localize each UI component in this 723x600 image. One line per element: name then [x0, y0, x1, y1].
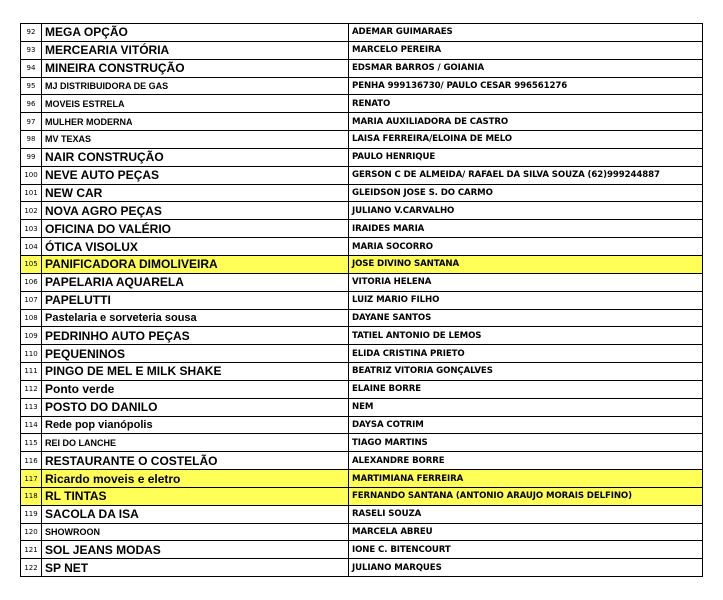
contact-cell[interactable]: ELAINE BORRE: [349, 380, 703, 398]
table-body: [21, 24, 703, 577]
business-name-cell[interactable]: MJ DISTRIBUIDORA DE GAS: [42, 77, 349, 95]
contact-cell[interactable]: RASELI SOUZA: [349, 505, 703, 523]
table-row: [21, 541, 703, 559]
row-number-cell[interactable]: 106: [21, 273, 42, 291]
contact-cell[interactable]: PAULO HENRIQUE: [349, 148, 703, 166]
contact-cell[interactable]: IONE C. BITENCOURT: [349, 541, 703, 559]
table-row: [21, 24, 703, 42]
row-number-cell[interactable]: 116: [21, 452, 42, 470]
row-number-cell[interactable]: 111: [21, 363, 42, 381]
row-number-cell[interactable]: 115: [21, 434, 42, 452]
business-name-cell[interactable]: PANIFICADORA DIMOLIVEIRA: [42, 255, 349, 273]
contact-cell[interactable]: RENATO: [349, 95, 703, 113]
table-row: [21, 523, 703, 541]
contact-cell[interactable]: VITORIA HELENA: [349, 273, 703, 291]
business-name-cell[interactable]: PINGO DE MEL E MILK SHAKE: [42, 363, 349, 381]
row-number-cell[interactable]: 107: [21, 291, 42, 309]
business-name-cell[interactable]: MOVEIS ESTRELA: [42, 95, 349, 113]
contacts-table: [20, 23, 703, 577]
business-name-cell[interactable]: SP NET: [42, 559, 349, 577]
table-row: [21, 166, 703, 184]
row-number-cell[interactable]: 104: [21, 238, 42, 256]
table-row: [21, 434, 703, 452]
contact-cell[interactable]: MARCELA ABREU: [349, 523, 703, 541]
business-name-cell[interactable]: POSTO DO DANILO: [42, 398, 349, 416]
contact-cell[interactable]: ELIDA CRISTINA PRIETO: [349, 345, 703, 363]
business-name-cell[interactable]: SHOWROON: [42, 523, 349, 541]
contact-cell[interactable]: MARIA SOCORRO: [349, 238, 703, 256]
contact-cell[interactable]: ADEMAR GUIMARAES: [349, 24, 703, 42]
business-name-cell[interactable]: PEQUENINOS: [42, 345, 349, 363]
business-name-cell[interactable]: NOVA AGRO PEÇAS: [42, 202, 349, 220]
business-name-cell[interactable]: SACOLA DA ISA: [42, 505, 349, 523]
contact-cell[interactable]: MARTIMIANA FERREIRA: [349, 470, 703, 488]
row-number-cell[interactable]: 112: [21, 380, 42, 398]
row-number-cell[interactable]: 95: [21, 77, 42, 95]
row-number-cell[interactable]: 122: [21, 559, 42, 577]
business-name-cell[interactable]: Ponto verde: [42, 380, 349, 398]
row-number-cell[interactable]: 93: [21, 41, 42, 59]
business-name-cell[interactable]: MV TEXAS: [42, 131, 349, 149]
business-name-cell[interactable]: RL TINTAS: [42, 487, 349, 505]
table-row: [21, 505, 703, 523]
table-row: [21, 309, 703, 327]
business-name-cell[interactable]: MULHER MODERNA: [42, 113, 349, 131]
row-number-cell[interactable]: 113: [21, 398, 42, 416]
contact-cell[interactable]: JULIANO MARQUES: [349, 559, 703, 577]
table-row: [21, 202, 703, 220]
row-number-cell[interactable]: 119: [21, 505, 42, 523]
business-name-cell[interactable]: NEW CAR: [42, 184, 349, 202]
row-number-cell[interactable]: 110: [21, 345, 42, 363]
row-number-cell[interactable]: 120: [21, 523, 42, 541]
table-row: [21, 363, 703, 381]
table-row: [21, 113, 703, 131]
contact-cell[interactable]: MARCELO PEREIRA: [349, 41, 703, 59]
table-row: [21, 398, 703, 416]
business-name-cell[interactable]: MERCEARIA VITÓRIA: [42, 41, 349, 59]
row-number-cell[interactable]: 109: [21, 327, 42, 345]
contact-cell[interactable]: NEM: [349, 398, 703, 416]
contact-cell[interactable]: LUIZ MARIO FILHO: [349, 291, 703, 309]
contact-cell[interactable]: BEATRIZ VITORIA GONÇALVES: [349, 363, 703, 381]
table-row: [21, 273, 703, 291]
contact-cell[interactable]: EDSMAR BARROS / GOIANIA: [349, 59, 703, 77]
contact-cell[interactable]: MARIA AUXILIADORA DE CASTRO: [349, 113, 703, 131]
table-row: [21, 148, 703, 166]
contact-cell[interactable]: LAISA FERREIRA/ELOINA DE MELO: [349, 131, 703, 149]
row-number-cell[interactable]: 98: [21, 131, 42, 149]
contact-cell[interactable]: ALEXANDRE BORRE: [349, 452, 703, 470]
row-number-cell[interactable]: 94: [21, 59, 42, 77]
table-row: [21, 255, 703, 273]
table-row: [21, 327, 703, 345]
business-name-cell[interactable]: RESTAURANTE O COSTELÃO: [42, 452, 349, 470]
row-number-cell[interactable]: 103: [21, 220, 42, 238]
table-row: [21, 95, 703, 113]
row-number-cell[interactable]: 105: [21, 255, 42, 273]
row-number-cell[interactable]: 92: [21, 24, 42, 42]
row-number-cell[interactable]: 118: [21, 487, 42, 505]
business-name-cell[interactable]: ÓTICA VISOLUX: [42, 238, 349, 256]
contact-cell[interactable]: JOSE DIVINO SANTANA: [349, 255, 703, 273]
table-row: [21, 380, 703, 398]
business-name-cell[interactable]: NEVE AUTO PEÇAS: [42, 166, 349, 184]
contact-cell[interactable]: DAYANE SANTOS: [349, 309, 703, 327]
row-number-cell[interactable]: 99: [21, 148, 42, 166]
business-name-cell[interactable]: MINEIRA CONSTRUÇÃO: [42, 59, 349, 77]
table-row: [21, 452, 703, 470]
business-name-cell[interactable]: Pastelaria e sorveteria sousa: [42, 309, 349, 327]
business-name-cell[interactable]: REI DO LANCHE: [42, 434, 349, 452]
business-name-cell[interactable]: OFICINA DO VALÉRIO: [42, 220, 349, 238]
business-name-cell[interactable]: Ricardo moveis e eletro: [42, 470, 349, 488]
table-row: [21, 184, 703, 202]
row-number-cell[interactable]: 97: [21, 113, 42, 131]
business-name-cell[interactable]: PAPELUTTI: [42, 291, 349, 309]
row-number-cell[interactable]: 101: [21, 184, 42, 202]
row-number-cell[interactable]: 121: [21, 541, 42, 559]
row-number-cell[interactable]: 102: [21, 202, 42, 220]
contact-cell[interactable]: GLEIDSON JOSE S. DO CARMO: [349, 184, 703, 202]
table-row: [21, 487, 703, 505]
table-row: [21, 416, 703, 434]
contact-cell[interactable]: PENHA 999136730/ PAULO CESAR 996561276: [349, 77, 703, 95]
business-name-cell[interactable]: NAIR CONSTRUÇÃO: [42, 148, 349, 166]
contact-cell[interactable]: IRAIDES MARIA: [349, 220, 703, 238]
row-number-cell[interactable]: 96: [21, 95, 42, 113]
table-row: [21, 470, 703, 488]
contact-cell[interactable]: TIAGO MARTINS: [349, 434, 703, 452]
table-row: [21, 345, 703, 363]
row-number-cell[interactable]: 100: [21, 166, 42, 184]
contact-cell[interactable]: FERNANDO SANTANA (ANTONIO ARAUJO MORAIS DELFINO): [349, 487, 703, 505]
table-row: [21, 291, 703, 309]
business-name-cell[interactable]: PEDRINHO AUTO PEÇAS: [42, 327, 349, 345]
contact-cell[interactable]: TATIEL ANTONIO DE LEMOS: [349, 327, 703, 345]
row-number-cell[interactable]: 114: [21, 416, 42, 434]
table-row: [21, 77, 703, 95]
row-number-cell[interactable]: 117: [21, 470, 42, 488]
table-row: [21, 220, 703, 238]
table-row: [21, 131, 703, 149]
row-number-cell[interactable]: 108: [21, 309, 42, 327]
business-name-cell[interactable]: Rede pop vianópolis: [42, 416, 349, 434]
contact-cell[interactable]: JULIANO V.CARVALHO: [349, 202, 703, 220]
table-row: [21, 559, 703, 577]
table-row: [21, 59, 703, 77]
business-name-cell[interactable]: MEGA OPÇÃO: [42, 24, 349, 42]
contact-cell[interactable]: DAYSA COTRIM: [349, 416, 703, 434]
table-row: [21, 238, 703, 256]
spreadsheet-page: [20, 23, 703, 577]
contact-cell[interactable]: GERSON C DE ALMEIDA/ RAFAEL DA SILVA SOUZA (62)999244887: [349, 166, 703, 184]
table-row: [21, 41, 703, 59]
business-name-cell[interactable]: SOL JEANS MODAS: [42, 541, 349, 559]
business-name-cell[interactable]: PAPELARIA AQUARELA: [42, 273, 349, 291]
